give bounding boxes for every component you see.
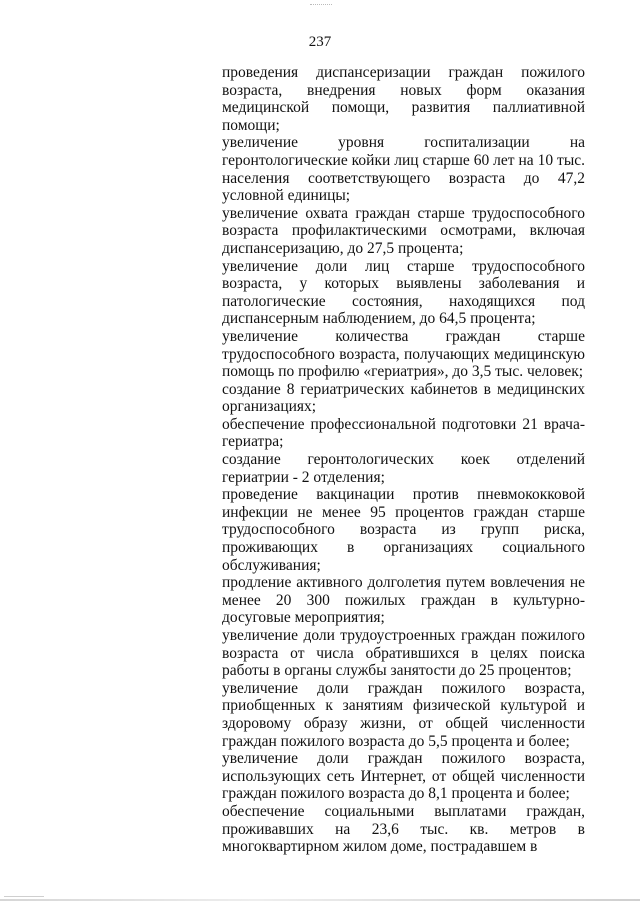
paragraph-employment: увеличение доли трудоустроенных граждан пожилого возраста от числа обратившихся в целях поиска работы в органы службы занятости до 25 процентов; (222, 627, 585, 680)
paragraph-dispensarization: проведения диспансеризации граждан пожилого возраста, внедрения новых форм оказания медицинской помощи, развития паллиативной помощи; (222, 64, 585, 134)
paragraph-physical-culture: увеличение доли граждан пожилого возраста, приобщенных к занятиям физической культурой и здоровому образу жизни, от общей численности граждан пожилого возраста до 5,5 процента и более; (222, 679, 585, 750)
scan-artifact-bottom-left (4, 896, 44, 897)
document-body (222, 64, 585, 856)
paragraph-hospitalization: увеличение уровня госпитализации на геронтологические койки лиц старше 60 лет на 10 тыс. населения соответствующего возраста до 47,2 условной единицы; (222, 134, 585, 205)
paragraph-vaccination: проведение вакцинации против пневмококковой инфекции не менее 95 процентов граждан старше трудоспособного возраста из групп риска, проживающих в организациях социального обслуживания; (222, 486, 585, 574)
page-number: 237 (308, 34, 332, 50)
paragraph-geriatrician-training: обеспечение профессиональной подготовки 21 врача-гериатра; (222, 415, 585, 451)
paragraph-social-payments: обеспечение социальными выплатами граждан, проживавших на 23,6 тыс. кв. метров в многоквартирном жилом доме, пострадавшем в (222, 802, 585, 856)
scan-artifact-bottom-edge (0, 899, 640, 901)
paragraph-internet-use: увеличение доли граждан пожилого возраста, использующих сеть Интернет, от общей численности граждан пожилого возраста до 8,1 процента и более; (222, 750, 585, 803)
paragraph-geriatric-offices: создание 8 гериатрических кабинетов в медицинских организациях; (222, 380, 585, 416)
paragraph-gerontology-beds: создание геронтологических коек отделений гериатрии - 2 отделения; (222, 451, 585, 486)
paragraph-active-longevity: продление активного долголетия путем вовлечения не менее 20 300 пожилых граждан в культурно-досуговые мероприятия; (222, 574, 585, 627)
paragraph-preventive-exams: увеличение охвата граждан старше трудоспособного возраста профилактическими осмотрами, включая диспансеризацию, до 27,5 процента; (222, 204, 585, 257)
paragraph-dispensary-observation: увеличение доли лиц старше трудоспособного возраста, у которых выявлены заболевания и патологические состояния, находящихся под диспансерным наблюдением, до 64,5 процента; (222, 257, 585, 328)
paragraph-geriatric-care: увеличение количества граждан старше трудоспособного возраста, получающих медицинскую помощь по профилю «гериатрия», до 3,5 тыс. человек; (222, 327, 585, 381)
scan-artifact-top (310, 4, 332, 6)
